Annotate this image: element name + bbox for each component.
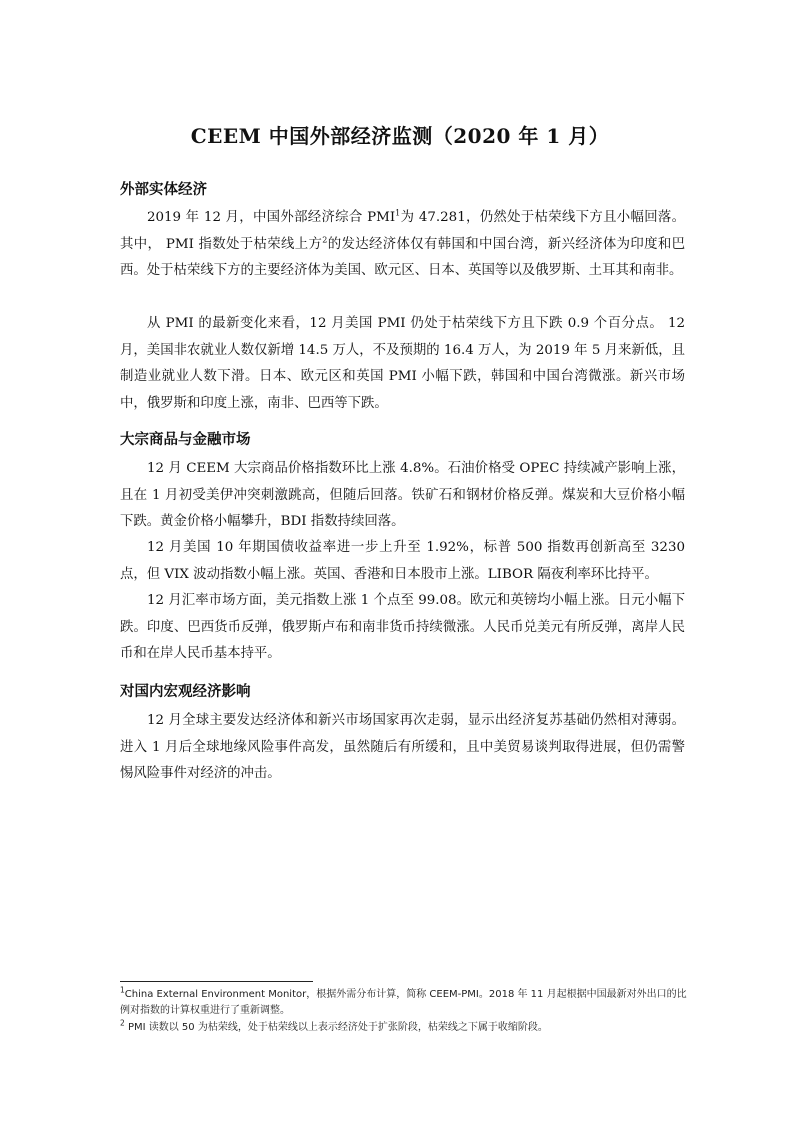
paragraph-text: 的发达经济体仅有韩国和中国台湾，新兴经济体为印度和巴西。处于枯荣线下方的主要经济体为美国、欧元区、日本、英国等以及俄罗斯、土耳其和南非。 bbox=[120, 236, 685, 278]
paragraph-bond-equity-markets: 12 月美国 10 年期国债收益率进一步上升至 1.92%，标普 500 指数再创新高至 3230 点，但 VIX 波动指数小幅上涨。英国、香港和日本股市上涨。LIBOR 隔夜利率环比持平。 bbox=[120, 540, 685, 582]
footnote-text: China External Environment Monitor，根据外需分布计算，简称 CEEM-PMI。2018 年 11 月起根据中国最新对外出口的比例对指数的计算权重进行了重新调整。 bbox=[120, 989, 687, 1016]
footnote-ref-1: 1 bbox=[395, 208, 401, 218]
paragraph-fx-markets: 12 月汇率市场方面，美元指数上涨 1 个点至 99.08。欧元和英镑均小幅上涨。日元小幅下跌。印度、巴西货币反弹，俄罗斯卢布和南非货币持续微涨。人民币兑美元有所反弹，离岸人民币和在岸人民币基本持平。 bbox=[120, 593, 685, 661]
footnote-divider bbox=[120, 981, 313, 982]
paragraph-commodity-prices: 12 月 CEEM 大宗商品价格指数环比上涨 4.8%。石油价格受 OPEC 持续减产影响上涨，且在 1 月初受美伊冲突刺激跳高，但随后回落。铁矿石和钢材价格反弹。煤炭和大豆价格小幅下跌。黄金价格小幅攀升，BDI 指数持续回落。 bbox=[120, 461, 685, 529]
paragraph-text: 2019 年 12 月，中国外部经济综合 PMI bbox=[147, 210, 396, 225]
paragraph-text: 为 47.281，仍然处于枯荣线下方且小幅回落。其中， PMI 指数处于枯荣线上方 bbox=[120, 210, 685, 252]
section-heading-external-real-economy: 外部实体经济 bbox=[120, 182, 207, 198]
section-heading-domestic-macro-impact: 对国内宏观经济影响 bbox=[120, 684, 251, 700]
footnote-text: PMI 读数以 50 为枯荣线，处于枯荣线以上表示经济处于扩张阶段，枯荣线之下属于收缩阶段。 bbox=[124, 1022, 548, 1033]
footnote-2 bbox=[120, 1020, 690, 1036]
section-heading-commodities-financial-markets: 大宗商品与金融市场 bbox=[120, 432, 251, 448]
paragraph-domestic-impact: 12 月全球主要发达经济体和新兴市场国家再次走弱，显示出经济复苏基础仍然相对薄弱。进入 1 月后全球地缘风险事件高发，虽然随后有所缓和，且中美贸易谈判取得进展，但仍需警惕风险事件对经济的冲击。 bbox=[120, 713, 685, 781]
page-title: CEEM 中国外部经济监测（2020 年 1 月） bbox=[190, 124, 610, 148]
paragraph-pmi-changes: 从 PMI 的最新变化来看，12 月美国 PMI 仍处于枯荣线下方且下跌 0.9 个百分点。 12 月，美国非农就业人数仅新增 14.5 万人，不及预期的 16.4 万人，为 2019 年 5 月来新低，且制造业就业人数下滑。日本、欧元区和英国 PMI 小幅下跌，韩国和中国台湾微涨。新兴市场中，俄罗斯和印度上涨，南非、巴西等下跌。 bbox=[120, 316, 685, 411]
footnote-ref-2: 2 bbox=[322, 235, 328, 245]
footnote-mark: 2 bbox=[120, 1018, 125, 1028]
footnote-1 bbox=[120, 987, 690, 1019]
footnote-mark: 1 bbox=[120, 985, 125, 995]
paragraph-pmi-overview bbox=[120, 205, 685, 285]
